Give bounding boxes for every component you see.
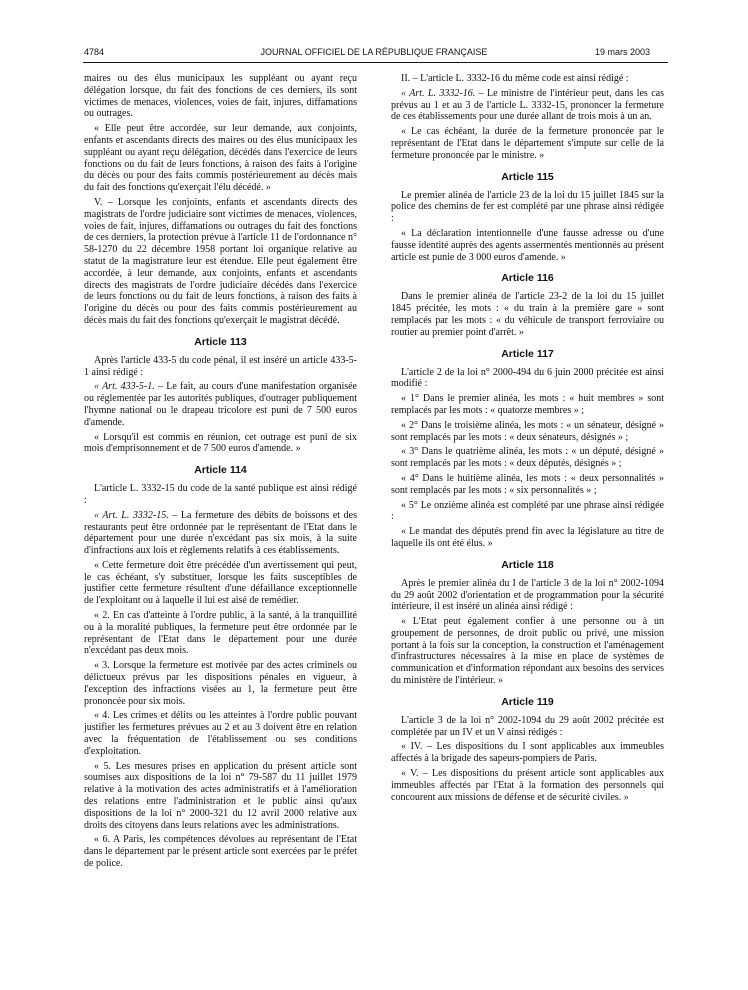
paragraph: « 6. A Paris, les compétences dévolues au représentant de l'Etat dans le département par le présent article sont exercées par le préfet de police. xyxy=(84,834,357,870)
publication-date: 19 mars 2003 xyxy=(594,47,650,57)
paragraph: « 2° Dans le troisième alinéa, les mots : « un sénateur, désigné » sont remplacés par les mots : « deux sénateurs, désignés » ; xyxy=(391,419,664,443)
paragraph: « 5. Les mesures prises en application du présent article sont soumises aux dispositions de la loi n° 79-587 du 11 juillet 1979 relative à la motivation des actes administratifs et à l'amélioration des relations entre l'administration et le public ainsi qu'aux dispositions de la loi n° 2000-321 du 12 avril 2000 relative aux droits des citoyens dans leurs relations avec les administrations. xyxy=(84,760,357,831)
paragraph: « Lorsqu'il est commis en réunion, cet outrage est puni de six mois d'emprisonnement et de 7 500 euros d'amende. » xyxy=(84,431,357,455)
paragraph: Le premier alinéa de l'article 23 de la loi du 15 juillet 1845 sur la police des chemins de fer est complété par une phrase ainsi rédigée : xyxy=(391,189,664,225)
article-118-heading: Article 118 xyxy=(501,558,554,571)
paragraph: « 3. Lorsque la fermeture est motivée par des actes criminels ou délictueux prévus par les dispositions pénales en vigueur, à l'exception des infractions visées au 1, la fermeture peut être prononcée pour six mois. xyxy=(84,660,357,707)
paragraph: « 3° Dans le quatrième alinéa, les mots : « un député, désigné » sont remplacés par les mots : « deux députés, désignés » ; xyxy=(391,446,664,470)
paragraph: « Elle peut être accordée, sur leur demande, aux conjoints, enfants et ascendants directs des maires ou des élus municipaux les suppléant ou ayant reçu délégation, décédés dans l'exercice de leurs fonctions ou du fait de leurs fonctions, à raison des faits à l'origine du décès ou pour des faits commis postérieurement au décès mais du fait des fonctions qu'exerçait l'élu décédé. » xyxy=(84,123,357,194)
journal-title: JOURNAL OFFICIEL DE LA RÉPUBLIQUE FRANÇAISE xyxy=(260,47,488,57)
paragraph xyxy=(84,381,357,428)
paragraph: « Cette fermeture doit être précédée d'un avertissement qui peut, le cas échéant, s'y substituer, lorsque les faits susceptibles de justifier cette fermeture résultent d'une défaillance exceptionnelle de l'exploitant ou à laquelle il lui est aisé de remédier. xyxy=(84,559,357,607)
article-113-heading: Article 113 xyxy=(194,335,247,348)
paragraph: « 4° Dans le huitième alinéa, les mots : « deux personnalités » sont remplacés par les mots : « six personnalités » ; xyxy=(391,472,664,496)
paragraph: « L'Etat peut également confier à une personne ou à un groupement de personnes, de droit public ou privé, une mission portant à la fois sur la conception, la construction et l'aménagement d'infrastructures nécessaires à la mise en place de systèmes de communication et d'information répondant aux besoins des services du ministère de l'intérieur. » xyxy=(391,616,664,687)
paragraph: « Le mandat des députés prend fin avec la législature au titre de laquelle ils ont été élus. » xyxy=(391,526,664,549)
paragraph: L'article L. 3332-15 du code de la santé publique est ainsi rédigé : xyxy=(84,483,357,506)
page-number: 4784 xyxy=(84,47,105,57)
article-116-heading: Article 116 xyxy=(501,272,554,285)
paragraph-text: – Le fait, au cours d'une manifestation organisée ou réglementée par les autorités publiques, d'outrager publiquement l'hymne national ou le drapeau tricolore est puni de 7 500 euros d'amende. xyxy=(84,381,357,428)
paragraph: L'article 3 de la loi n° 2002-1094 du 29 août 2002 précitée est complétée par un IV et un V ainsi rédigés : xyxy=(391,714,664,738)
paragraph-text: – Le ministre de l'intérieur peut, dans les cas prévus au 1 et au 3 de l'article L. 3332-15, prononcer la fermeture de ces établissements pour une durée allant de trois mois à un an. xyxy=(391,87,664,123)
left-column xyxy=(84,73,357,873)
paragraph: « La déclaration intentionnelle d'une fausse adresse ou d'une fausse identité auprès des agents assermentés mentionnés au présent article est punie de 3 000 euros d'amende. » xyxy=(391,227,664,263)
article-reference: « Art. 433-5-1. xyxy=(94,381,155,393)
article-117-heading: Article 117 xyxy=(501,347,554,360)
article-119-heading: Article 119 xyxy=(501,695,554,708)
right-column xyxy=(391,73,664,806)
article-114-heading: Article 114 xyxy=(194,464,247,477)
paragraph: « 2. En cas d'atteinte à l'ordre public, à la santé, à la tranquillité ou à la moralité publiques, la fermeture peut être ordonnée par le représentant de l'Etat dans le département pour une durée n'excédant pas deux mois. xyxy=(84,610,357,657)
paragraph: « IV. – Les dispositions du I sont applicables aux immeubles affectés à la brigade des sapeurs-pompiers de Paris. xyxy=(391,741,664,765)
paragraph: II. – L'article L. 3332-16 du même code est ainsi rédigé : xyxy=(401,73,629,84)
paragraph: « V. – Les dispositions du présent article sont applicables aux immeubles affectés par l'Etat à la formation des personnels qui concourent aux missions de défense et de sécurité civiles. » xyxy=(391,768,664,803)
paragraph: « 4. Les crimes et délits ou les atteintes à l'ordre public pouvant justifier les fermetures prévues au 2 et au 3 doivent être en relation avec la fréquentation de l'établissement ou ses conditions d'exploitation. xyxy=(84,710,357,757)
paragraph: V. – Lorsque les conjoints, enfants et ascendants directs des magistrats de l'ordre judiciaire sont victimes de menaces, violences, voies de fait, injures, diffamations ou outrages du fait des fonctions de ces derniers, la protection prévue à l'article 11 de l'ordonnance n° 58-1270 du 22 décembre 1958 portant loi organique relative au statut de la magistrature leur est étendue. Elle peut également être accordée, à leur demande, aux conjoints, enfants et ascendants directs des magistrats de l'ordre judiciaire décédés dans l'exercice de leurs fonctions ou du fait de leurs fonctions, à raison des faits à l'origine du décès ou pour des faits commis postérieurement au décès mais du fait des fonctions qu'exerçait le magistrat décédé. xyxy=(84,196,357,326)
article-reference: « Art. L. 3332-16. xyxy=(401,87,476,99)
paragraph: « 5° Le onzième alinéa est complété par une phrase ainsi rédigée : xyxy=(391,499,664,523)
paragraph: « Le cas échéant, la durée de la fermeture prononcée par le représentant de l'Etat dans le département s'impute sur celle de la fermeture prononcée par le ministre. » xyxy=(391,126,664,161)
paragraph: L'article 2 de la loi n° 2000-494 du 6 juin 2000 précitée est ainsi modifié : xyxy=(391,366,664,390)
paragraph-text: – La fermeture des débits de boissons et des restaurants peut être ordonnée par le représentant de l'Etat dans le département pour une durée n'excédant pas six mois, à la suite d'infractions aux lois et règlements relatifs à ces établissements. xyxy=(84,509,357,557)
article-115-heading: Article 115 xyxy=(501,170,554,183)
paragraph xyxy=(391,88,664,123)
paragraph: Dans le premier alinéa de l'article 23-2 de la loi du 15 juillet 1845 précitée, les mots : « du train à la première gare » sont remplacés par les mots : « du véhicule de transport ferroviaire ou routier au premier point d'arrêt. » xyxy=(391,291,664,338)
paragraph: Après l'article 433-5 du code pénal, il est inséré un article 433-5-1 ainsi rédigé : xyxy=(84,354,357,378)
paragraph: Après le premier alinéa du I de l'article 3 de la loi n° 2002-1094 du 29 août 2002 d'orientation et de programmation pour la sécurité intérieure, il est inséré un alinéa ainsi rédigé : xyxy=(391,577,664,613)
article-reference: « Art. L. 3332-15. xyxy=(94,509,169,521)
header-rule xyxy=(83,62,668,63)
paragraph xyxy=(84,510,357,557)
paragraph: maires ou des élus municipaux les suppléant ou ayant reçu délégation lorsque, du fait des fonctions de ces derniers, ils sont victimes de menaces, violences, voies de fait, injures, diffamations ou outrages. xyxy=(84,73,357,120)
paragraph: « 1° Dans le premier alinéa, les mots : « huit membres » sont remplacés par les mots : « quatorze membres » ; xyxy=(391,393,664,416)
